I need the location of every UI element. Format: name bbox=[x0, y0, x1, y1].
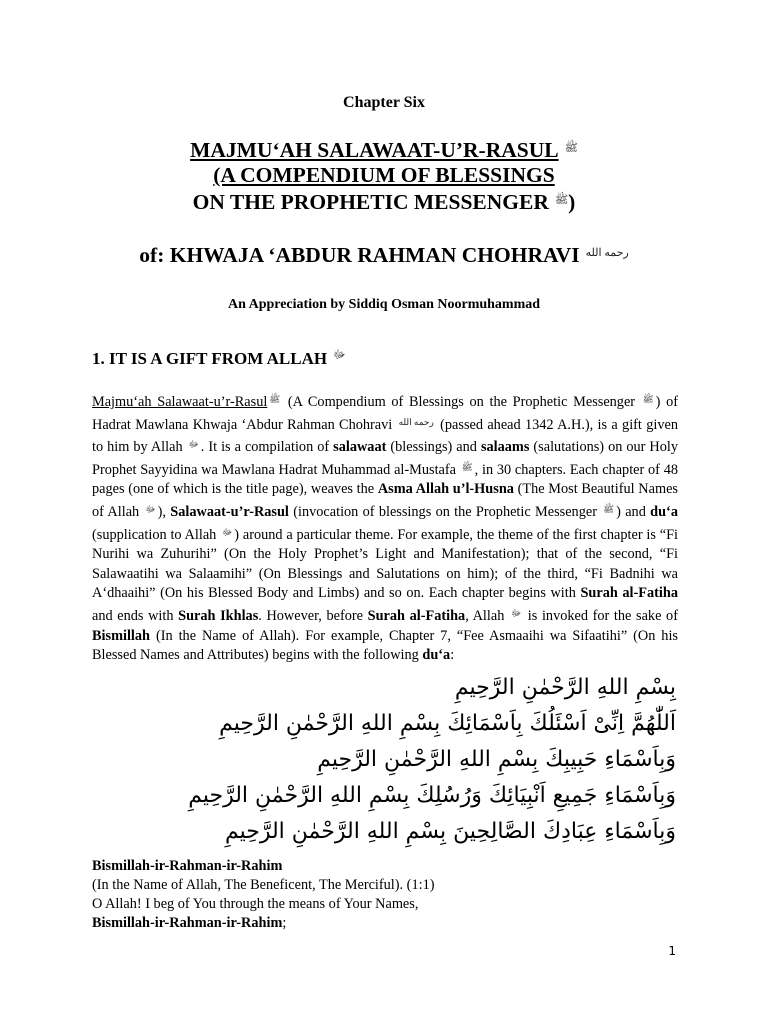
page-number: 1 bbox=[668, 944, 676, 958]
term-bold: du‘a bbox=[650, 503, 678, 520]
transliteration-line: Bismillah-ir-Rahman-ir-Rahim bbox=[92, 858, 283, 874]
para-text: (salutations) on our Holy Prophet Sayyidina wa Mawlana Hadrat Muhammad al-Mustafa bbox=[92, 439, 678, 478]
title-line-2 bbox=[0, 163, 768, 188]
para-text: : bbox=[450, 647, 455, 664]
section-heading-text: 1. IT IS A GIFT FROM ALLAH bbox=[92, 349, 328, 368]
para-text: . However, before bbox=[258, 607, 368, 624]
title-line-1 bbox=[0, 136, 768, 163]
para-text: (A Compendium of Blessings on the Prophetic Messenger bbox=[282, 394, 641, 410]
author-line bbox=[0, 243, 768, 268]
honorific-allah-icon: ﷻ bbox=[188, 439, 199, 450]
title-line-3 bbox=[0, 188, 768, 215]
honorific-allah-icon: ﷻ bbox=[511, 607, 522, 618]
translation-line: (In the Name of Allah, The Beneficent, The Merciful). (1:1) bbox=[92, 877, 435, 893]
para-text: is invoked for the sake of bbox=[523, 607, 678, 624]
para-text: (invocation of blessings on the Prophetic Messenger bbox=[288, 503, 602, 520]
book-title-underlined: Majmu‘ah Salawaat-u’r-Rasul bbox=[92, 394, 268, 410]
para-text: ), bbox=[157, 503, 171, 520]
title-line-3-text: ON THE PROPHETIC MESSENGER bbox=[192, 190, 549, 214]
para-text: (supplication to Allah bbox=[92, 526, 221, 543]
para-text: (passed ahead 1342 A.H.), is a gift given to him by Allah bbox=[92, 416, 678, 456]
arabic-line: وَبِاَسْمَاءِ جَمِيعِ اَنْبِيَائِكَ وَرُسُلِكَ بِسْمِ اللهِ الرَّحْمٰنِ الرَّحِيمِ bbox=[188, 783, 676, 808]
author-line-text: of: KHWAJA ‘ABDUR RAHMAN CHOHRAVI bbox=[139, 243, 580, 267]
para-text: . It is a compilation of bbox=[200, 439, 334, 456]
term-bold: Bismillah bbox=[92, 627, 150, 644]
para-text: (In the Name of Allah). For example, Chapter 7, “Fee Asmaaihi wa Sifaatihi” (On his Blessed Names and Attributes) begins with the following bbox=[92, 627, 678, 664]
transliteration-block bbox=[92, 857, 678, 933]
honorific-allah-icon: ﷻ bbox=[145, 503, 156, 514]
arabic-dua-block bbox=[90, 670, 676, 850]
para-text: (blessings) and bbox=[386, 439, 481, 456]
title-line-2-text: (A COMPENDIUM OF BLESSINGS bbox=[213, 163, 555, 187]
chapter-label: Chapter Six bbox=[343, 94, 425, 111]
title-line-1-text: MAJMU‘AH SALAWAAT-U’R-RASUL bbox=[190, 138, 559, 162]
para-text: ) and bbox=[616, 503, 651, 520]
para-text: and ends with bbox=[92, 607, 179, 624]
term-bold: Surah al-Fatiha bbox=[580, 585, 678, 602]
honorific-saw-icon: ﷺ bbox=[461, 461, 473, 472]
para-text: (The Most Beautiful Names of Allah bbox=[92, 481, 678, 520]
para-text: ) around a particular theme. For example, the theme of the first chapter is “Fi Nurihi wa Zuhurihi” (On the Holy Prophet’s Light and Manifestation); that of the second, “Fi Salawaatihi wa Salaamihi” (On Blessings and Salutations on him); of the third, “Fi Badnihi wa A‘dhaaihi” (On his Blessed Body and Limbs) and so on. Each chapter begins with bbox=[92, 526, 678, 602]
para-text: ) of Hadrat Mawlana Khwaja ‘Abdur Rahman Chohravi bbox=[92, 394, 679, 433]
title-line-3-close: ) bbox=[568, 190, 576, 214]
term-bold: Surah al-Fatiha bbox=[367, 607, 466, 624]
honorific-saw-icon: ﷺ bbox=[603, 503, 615, 514]
honorific-allah-icon: ﷻ bbox=[333, 349, 346, 361]
term-bold: salawaat bbox=[333, 439, 387, 456]
arabic-line: وَبِاَسْمَاءِ عِبَادِكَ الصَّالِحِينَ بِسْمِ اللهِ الرَّحْمٰنِ الرَّحِيمِ bbox=[224, 819, 676, 844]
term-bold: Surah Ikhlas bbox=[178, 607, 259, 624]
honorific-saw-icon: ﷺ bbox=[554, 194, 569, 206]
transliteration-tail: ; bbox=[282, 915, 287, 931]
honorific-saw-icon: ﷺ bbox=[269, 394, 281, 404]
honorific-saw-icon: ﷺ bbox=[642, 394, 654, 404]
term-bold: salaams bbox=[480, 439, 530, 456]
term-bold: Salawaat-u’r-Rasul bbox=[170, 503, 289, 520]
chapter-title bbox=[0, 136, 768, 215]
honorific-rah-icon: رحمه الله bbox=[585, 247, 629, 259]
section-heading bbox=[92, 348, 346, 369]
body-paragraph bbox=[92, 390, 678, 666]
honorific-allah-icon: ﷻ bbox=[222, 526, 233, 537]
honorific-saw-icon: ﷺ bbox=[564, 142, 578, 154]
honorific-rah-icon: رحمه الله bbox=[398, 416, 434, 427]
arabic-line: بِسْمِ اللهِ الرَّحْمٰنِ الرَّحِيمِ bbox=[454, 675, 676, 700]
translation-line: O Allah! I beg of You through the means of Your Names, bbox=[92, 896, 419, 912]
transliteration-line: Bismillah-ir-Rahman-ir-Rahim bbox=[92, 915, 283, 931]
arabic-line: وَبِاَسْمَاءِ حَبِيبِكَ بِسْمِ اللهِ الرَّحْمٰنِ الرَّحِيمِ bbox=[317, 747, 676, 772]
term-bold: du‘a bbox=[422, 647, 451, 664]
appreciation-byline: An Appreciation by Siddiq Osman Noormuhammad bbox=[227, 297, 541, 312]
para-text: , Allah bbox=[465, 607, 509, 624]
arabic-line: اَللّٰهُمَّ اِنِّیْ اَسْئَلُكَ بِاَسْمَائِكَ بِسْمِ اللهِ الرَّحْمٰنِ الرَّحِيمِ bbox=[219, 711, 676, 736]
term-bold: Asma Allah u’l-Husna bbox=[377, 481, 514, 498]
para-text: , in 30 chapters. Each chapter of 48 pages (one of which is the title page), weaves the bbox=[92, 461, 678, 498]
